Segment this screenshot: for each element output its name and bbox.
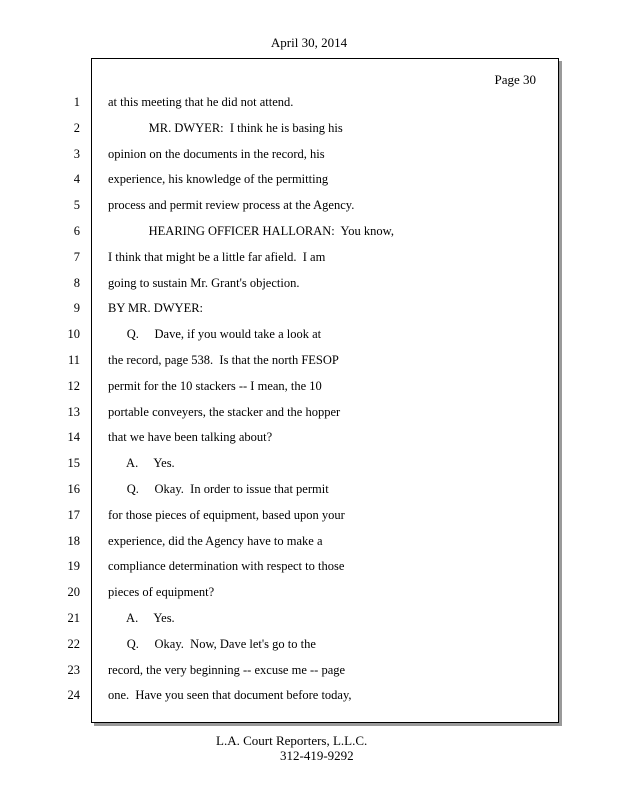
line-text: going to sustain Mr. Grant's objection.	[108, 276, 300, 290]
line-number: 8	[73, 276, 80, 290]
line-number: 19	[67, 559, 80, 573]
line-text: I think that might be a little far afield. I am	[108, 250, 326, 264]
line-number: 5	[73, 198, 80, 212]
line-number: 13	[67, 405, 80, 419]
line-number: 7	[73, 250, 80, 264]
line-text: pieces of equipment?	[108, 585, 215, 599]
line-text: BY MR. DWYER:	[108, 301, 204, 315]
line-text: for those pieces of equipment, based upon your	[108, 508, 345, 522]
line-text: permit for the 10 stackers -- I mean, the 10	[108, 379, 322, 393]
transcript-date: April 30, 2014	[270, 35, 348, 50]
line-number: 1	[73, 95, 80, 109]
line-number: 10	[67, 327, 80, 341]
line-number: 12	[67, 379, 80, 393]
line-number: 16	[67, 482, 80, 496]
line-text: A. Yes.	[108, 611, 175, 625]
line-number: 9	[73, 301, 80, 315]
line-number: 20	[67, 585, 80, 599]
line-number: 2	[73, 121, 80, 135]
line-text: A. Yes.	[108, 456, 175, 470]
line-text: Q. Okay. In order to issue that permit	[108, 482, 329, 496]
line-number: 18	[67, 534, 80, 548]
line-text: at this meeting that he did not attend.	[108, 95, 294, 109]
line-number: 22	[67, 637, 80, 651]
line-text: Q. Okay. Now, Dave let's go to the	[108, 637, 316, 651]
line-number: 3	[73, 147, 80, 161]
line-number: 24	[67, 688, 80, 702]
line-text: experience, did the Agency have to make a	[108, 534, 323, 548]
line-text: portable conveyers, the stacker and the hopper	[108, 405, 341, 419]
line-text: compliance determination with respect to those	[108, 559, 345, 573]
line-text: that we have been talking about?	[108, 430, 273, 444]
line-number: 23	[67, 663, 80, 677]
line-text: record, the very beginning -- excuse me -- page	[108, 663, 346, 677]
line-number: 15	[67, 456, 80, 470]
line-text: process and permit review process at the Agency.	[108, 198, 355, 212]
line-text: the record, page 538. Is that the north FESOP	[108, 353, 339, 367]
line-text: HEARING OFFICER HALLORAN: You know,	[108, 224, 395, 238]
line-number: 17	[67, 508, 80, 522]
line-number: 6	[73, 224, 80, 238]
reporter-phone: 312-419-9292	[280, 748, 354, 763]
reporter-company: L.A. Court Reporters, L.L.C.	[216, 733, 368, 748]
line-text: MR. DWYER: I think he is basing his	[108, 121, 343, 135]
line-text: opinion on the documents in the record, his	[108, 147, 325, 161]
line-number: 4	[73, 172, 80, 186]
line-number: 11	[67, 353, 80, 367]
line-text: Q. Dave, if you would take a look at	[108, 327, 322, 341]
line-number: 21	[67, 611, 80, 625]
line-text: experience, his knowledge of the permitting	[108, 172, 329, 186]
line-text: one. Have you seen that document before today,	[108, 688, 352, 702]
line-number: 14	[67, 430, 80, 444]
page-number: Page 30	[494, 72, 536, 87]
